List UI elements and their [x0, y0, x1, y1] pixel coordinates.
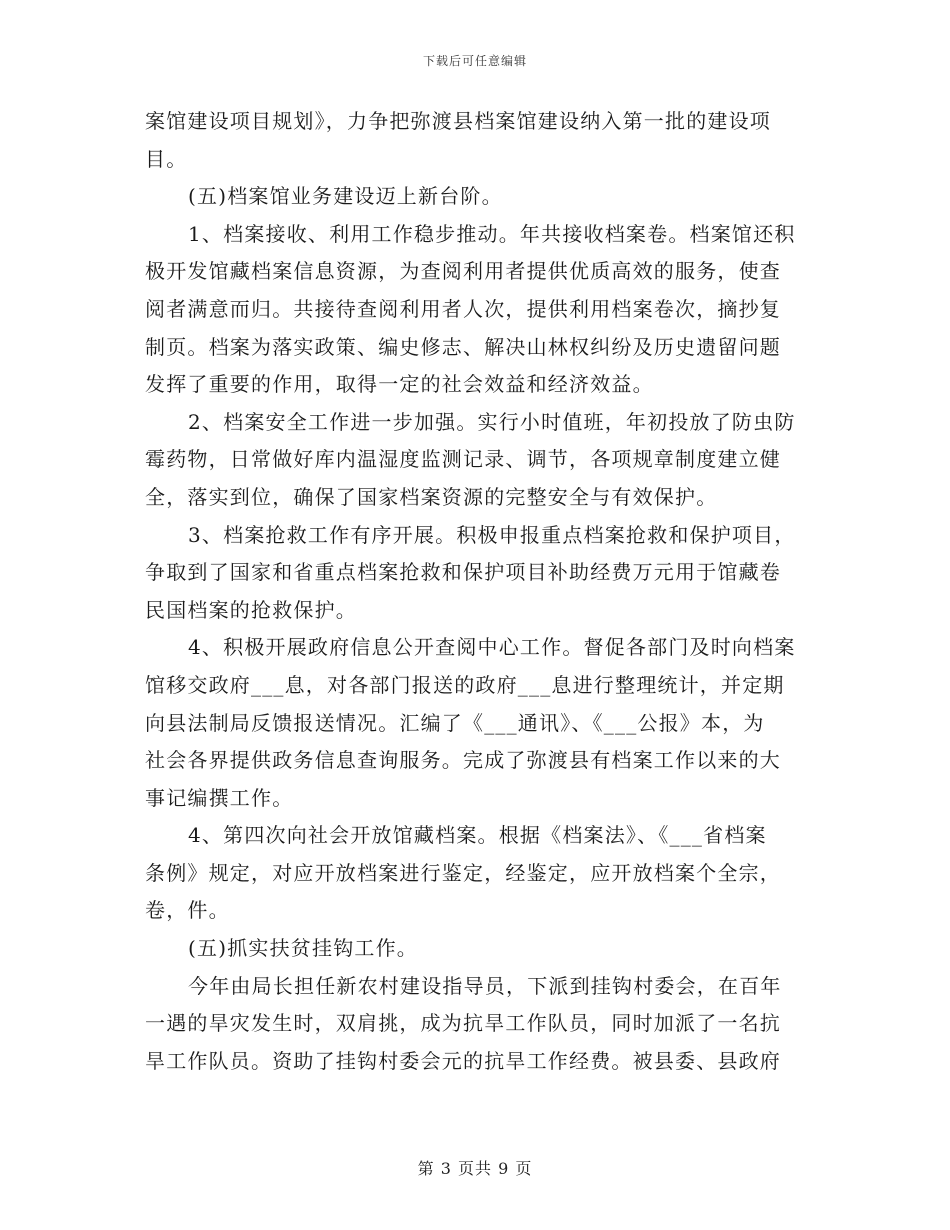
- text-line: 馆移交政府___息，对各部门报送的政府___息进行整理统计，并定期: [145, 672, 785, 697]
- text-line: 今年由局长担任新农村建设指导员，下派到挂钩村委会，在百年: [188, 973, 782, 998]
- text-line: 一遇的旱灾发生时，双肩挑，成为抗旱工作队员，同时加派了一名抗: [145, 1011, 781, 1036]
- text-line: 全，落实到位，确保了国家档案资源的完整安全与有效保护。: [145, 484, 718, 509]
- text-line: 制页。档案为落实政策、编史修志、解决山林权纠纷及历史遗留问题: [145, 334, 781, 359]
- text-line: 极开发馆藏档案信息资源，为查阅利用者提供优质高效的服务，使查: [145, 259, 781, 284]
- text-line: 案馆建设项目规划》，力争把弥渡县档案馆建设纳入第一批的建设项: [145, 109, 771, 133]
- text-line: 事记编撰工作。: [145, 785, 294, 810]
- text-line: 阅者满意而归。共接待查阅利用者人次，提供利用档案卷次，摘抄复: [145, 296, 781, 321]
- text-line: 4、积极开展政府信息公开查阅中心工作。督促各部门及时向档案: [188, 635, 796, 660]
- text-line: 目。: [145, 146, 188, 171]
- text-line: 社会各界提供政务信息查询服务。完成了弥渡县有档案工作以来的大: [145, 748, 781, 773]
- text-line: 2、档案安全工作进一步加强。实行小时值班，年初投放了防虫防: [188, 409, 796, 434]
- text-line: (五)抓实扶贫挂钩工作。: [188, 936, 419, 961]
- text-line: 条例》规定，对应开放档案进行鉴定，经鉴定，应开放档案个全宗，: [145, 860, 781, 885]
- text-line: 向县法制局反馈报送情况。汇编了《___通讯》、《___公报》本，为: [145, 710, 765, 735]
- text-line: 争取到了国家和省重点档案抢救和保护项目补助经费万元用于馆藏卷: [145, 560, 781, 585]
- page-header: 下载后可任意编辑: [422, 54, 527, 68]
- text-line: 3、档案抢救工作有序开展。积极申报重点档案抢救和保护项目，: [188, 522, 796, 547]
- text-line: 1、档案接收、利用工作稳步推动。年共接收档案卷。档案馆还积: [188, 221, 796, 246]
- text-line: 发挥了重要的作用，取得一定的社会效益和经济效益。: [145, 372, 654, 397]
- page-footer: 第 3 页共 9 页: [417, 1159, 533, 1178]
- text-line: 旱工作队员。资助了挂钩村委会元的抗旱工作经费。被县委、县政府: [145, 1048, 781, 1073]
- document-body: [145, 103, 805, 1080]
- text-line: 民国档案的抢救保护。: [145, 597, 357, 622]
- text-line: 4、第四次向社会开放馆藏档案。根据《档案法》、《___省档案: [188, 823, 767, 848]
- text-line: (五)档案馆业务建设迈上新台阶。: [188, 184, 503, 209]
- text-line: 卷，件。: [145, 898, 230, 923]
- text-line: 霉药物，日常做好库内温湿度监测记录、调节，各项规章制度建立健: [145, 447, 781, 472]
